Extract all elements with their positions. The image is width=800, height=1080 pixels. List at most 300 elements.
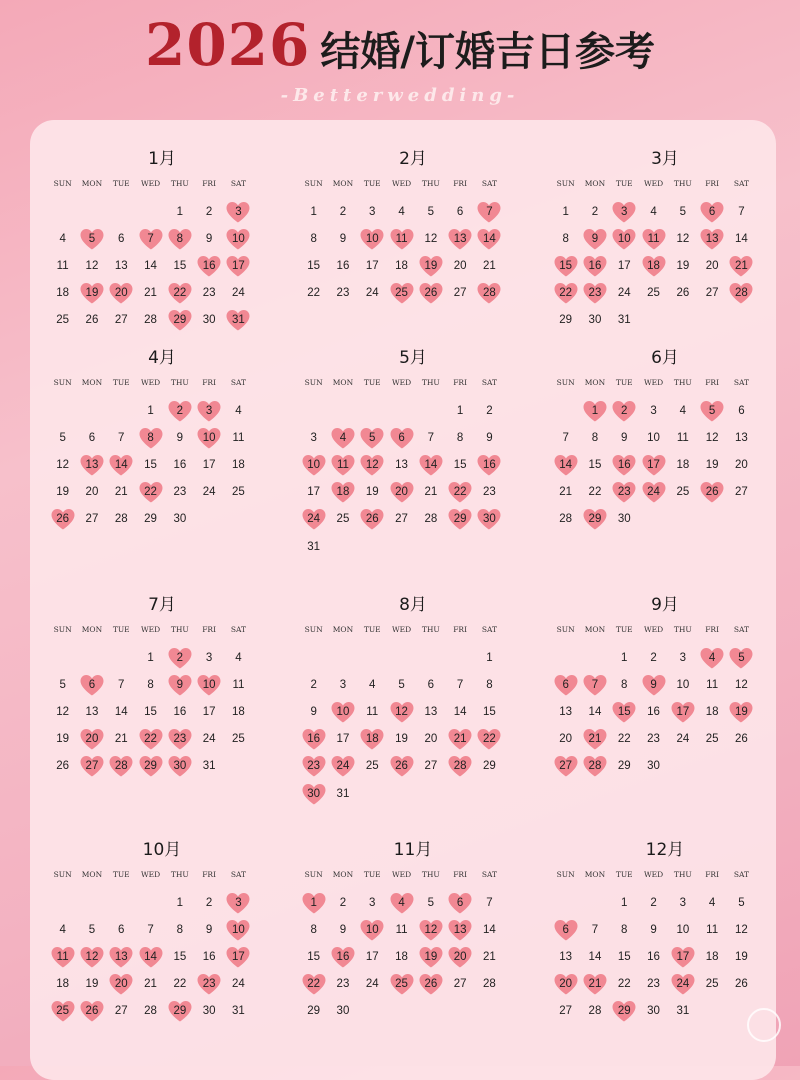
- lucky-day: [358, 506, 387, 533]
- day-number: 5: [738, 896, 745, 909]
- day-number: 3: [369, 896, 376, 909]
- day: [48, 307, 77, 334]
- lucky-day: [697, 225, 726, 252]
- day-number: 30: [647, 1005, 660, 1018]
- weekday-label: FRI: [202, 179, 217, 188]
- day: [48, 424, 77, 451]
- day-number: 1: [176, 205, 184, 218]
- lucky-day: [475, 198, 504, 225]
- day: [639, 644, 668, 671]
- day-number: 11: [647, 232, 660, 245]
- day-number: 30: [617, 513, 631, 526]
- day-number: 20: [85, 733, 99, 746]
- day-number: 2: [205, 205, 213, 218]
- day-number: 4: [650, 205, 657, 218]
- day-number: 1: [310, 896, 317, 909]
- day-number: 12: [56, 705, 70, 718]
- day-number: 4: [59, 232, 66, 245]
- lucky-day: [551, 252, 580, 279]
- day: [445, 280, 474, 307]
- day: [610, 644, 639, 671]
- day: [610, 506, 639, 533]
- day: [299, 479, 328, 506]
- lucky-day: [107, 971, 136, 998]
- day-number: 29: [559, 314, 573, 327]
- day-number: 22: [307, 978, 321, 991]
- day-number: 12: [424, 232, 438, 245]
- day-number: 21: [114, 486, 128, 499]
- month-title: 1月: [148, 149, 176, 169]
- day: [358, 698, 387, 725]
- day-number: 22: [144, 733, 157, 746]
- day: [639, 998, 668, 1025]
- day: [610, 943, 639, 970]
- day: [697, 252, 726, 279]
- day: [639, 916, 668, 943]
- day-number: 23: [647, 978, 660, 991]
- day-number: 28: [114, 513, 128, 526]
- day-number: 17: [365, 950, 379, 963]
- day: [136, 698, 165, 725]
- weekday-label: SAT: [733, 378, 749, 387]
- weekday-header: [551, 867, 779, 883]
- day-number: 7: [738, 205, 745, 218]
- day-number: 22: [559, 287, 573, 300]
- day: [727, 889, 756, 916]
- day-number: 23: [588, 287, 602, 300]
- day-number: 18: [56, 978, 70, 991]
- day-number: 2: [176, 404, 184, 417]
- day-number: 24: [202, 486, 216, 499]
- lucky-day: [387, 424, 416, 451]
- day-number: 10: [307, 458, 321, 471]
- day-number: 15: [307, 950, 321, 963]
- day-number: 28: [144, 1005, 157, 1018]
- day-number: 1: [176, 896, 184, 909]
- day-number: 9: [205, 923, 213, 936]
- day-number: 28: [483, 978, 496, 991]
- lucky-day: [727, 252, 756, 279]
- day-number: 5: [738, 651, 745, 664]
- day-number: 26: [395, 760, 408, 773]
- day: [445, 252, 474, 279]
- day-number: 7: [118, 431, 125, 444]
- day-number: 21: [559, 486, 573, 499]
- lucky-day: [328, 451, 357, 478]
- day: [475, 943, 504, 970]
- day-number: 21: [588, 978, 602, 991]
- weekday-label: THU: [421, 179, 440, 188]
- day-number: 30: [647, 760, 660, 773]
- weekday-label: FRI: [202, 625, 217, 634]
- day-number: 21: [424, 486, 438, 499]
- day-number: 21: [453, 733, 467, 746]
- day-number: 14: [483, 232, 496, 245]
- day-number: 25: [647, 287, 660, 300]
- weekday-label: SUN: [53, 870, 72, 879]
- day-number: 24: [232, 978, 245, 991]
- lucky-day: [387, 971, 416, 998]
- day: [668, 671, 697, 698]
- day: [610, 726, 639, 753]
- day-number: 31: [617, 314, 631, 327]
- day: [48, 753, 77, 780]
- day-number: 5: [59, 678, 66, 691]
- day-number: 28: [559, 513, 573, 526]
- day-number: 7: [456, 678, 464, 691]
- weekday-label: MON: [81, 625, 103, 634]
- weekday-header: [48, 867, 276, 883]
- day-number: 14: [114, 458, 128, 471]
- day: [697, 889, 726, 916]
- day: [165, 971, 194, 998]
- lucky-day: [580, 671, 609, 698]
- day-grid: [551, 198, 779, 334]
- day-number: 14: [453, 705, 467, 718]
- day-number: 4: [398, 896, 405, 909]
- day: [358, 889, 387, 916]
- day: [194, 753, 223, 780]
- month-12: [551, 837, 779, 1025]
- day-number: 6: [738, 404, 745, 417]
- day: [107, 998, 136, 1025]
- day-number: 13: [453, 923, 467, 936]
- lucky-day: [299, 451, 328, 478]
- weekday-header: [551, 375, 779, 391]
- day-number: 9: [310, 705, 317, 718]
- day-number: 20: [705, 259, 719, 272]
- lucky-day: [387, 479, 416, 506]
- weekday-label: SAT: [230, 870, 246, 879]
- day-number: 12: [735, 923, 748, 936]
- weekday-label: WED: [643, 378, 664, 387]
- weekday-label: SAT: [481, 625, 497, 634]
- day-number: 1: [562, 205, 569, 218]
- day: [475, 397, 504, 424]
- day: [77, 252, 106, 279]
- day-number: 23: [617, 486, 631, 499]
- day-number: 8: [456, 431, 464, 444]
- day: [107, 252, 136, 279]
- day-number: 19: [735, 950, 748, 963]
- lucky-day: [445, 726, 474, 753]
- day-number: 29: [173, 314, 187, 327]
- day-number: 25: [395, 287, 408, 300]
- weekday-label: MON: [332, 870, 354, 879]
- day-number: 27: [705, 287, 719, 300]
- day: [136, 998, 165, 1025]
- weekday-label: SAT: [733, 625, 749, 634]
- day-number: 16: [202, 950, 216, 963]
- day: [358, 252, 387, 279]
- day: [77, 506, 106, 533]
- day: [475, 916, 504, 943]
- day-number: 11: [706, 678, 719, 691]
- lucky-day: [551, 671, 580, 698]
- day-number: 12: [705, 431, 719, 444]
- day: [668, 424, 697, 451]
- day-number: 23: [483, 486, 496, 499]
- day: [136, 971, 165, 998]
- lucky-day: [136, 753, 165, 780]
- lucky-day: [48, 943, 77, 970]
- day-number: 31: [336, 787, 350, 800]
- day-number: 15: [483, 705, 496, 718]
- day: [328, 726, 357, 753]
- day: [165, 916, 194, 943]
- lucky-day: [224, 943, 253, 970]
- day-number: 13: [559, 705, 573, 718]
- day: [416, 753, 445, 780]
- weekday-label: THU: [170, 179, 189, 188]
- day-number: 16: [307, 733, 321, 746]
- day: [328, 998, 357, 1025]
- day-number: 15: [144, 705, 157, 718]
- lucky-day: [639, 252, 668, 279]
- day-number: 24: [676, 733, 690, 746]
- weekday-label: WED: [140, 179, 161, 188]
- day-number: 17: [647, 458, 660, 471]
- day-number: 29: [588, 513, 602, 526]
- lucky-day: [697, 479, 726, 506]
- day-number: 24: [617, 287, 631, 300]
- lucky-day: [328, 753, 357, 780]
- day-number: 5: [369, 431, 376, 444]
- lucky-day: [551, 971, 580, 998]
- day-number: 8: [562, 232, 569, 245]
- day: [136, 280, 165, 307]
- month-10: [48, 837, 276, 1025]
- day-number: 5: [59, 431, 66, 444]
- day-number: 2: [591, 205, 599, 218]
- day-number: 2: [339, 896, 347, 909]
- lucky-day: [358, 424, 387, 451]
- day: [475, 479, 504, 506]
- day-number: 8: [486, 678, 493, 691]
- weekday-header: [551, 176, 779, 192]
- day: [639, 726, 668, 753]
- day: [107, 726, 136, 753]
- day-number: 18: [232, 458, 245, 471]
- lucky-day: [224, 916, 253, 943]
- day: [639, 198, 668, 225]
- weekday-label: SUN: [53, 179, 72, 188]
- day-number: 9: [176, 678, 184, 691]
- header: [0, 11, 800, 106]
- day-number: 14: [588, 950, 602, 963]
- day-number: 26: [85, 314, 99, 327]
- weekday-label: WED: [140, 378, 161, 387]
- day: [165, 889, 194, 916]
- day: [358, 753, 387, 780]
- month-1: [48, 146, 276, 334]
- day-number: 29: [617, 1005, 631, 1018]
- weekday-label: TUE: [363, 378, 381, 387]
- day-number: 19: [365, 486, 379, 499]
- lucky-day: [387, 280, 416, 307]
- day: [48, 225, 77, 252]
- weekday-label: FRI: [705, 179, 720, 188]
- day: [475, 698, 504, 725]
- day-number: 23: [173, 733, 187, 746]
- lucky-day: [194, 252, 223, 279]
- day-number: 8: [176, 923, 184, 936]
- day: [639, 943, 668, 970]
- day-number: 28: [114, 760, 128, 773]
- lucky-day: [551, 916, 580, 943]
- lucky-day: [580, 252, 609, 279]
- day-number: 17: [676, 705, 690, 718]
- day-number: 25: [336, 513, 350, 526]
- day: [136, 506, 165, 533]
- day-number: 3: [679, 896, 687, 909]
- day-number: 4: [398, 205, 405, 218]
- weekday-label: TUE: [363, 179, 381, 188]
- day-number: 17: [202, 458, 216, 471]
- day: [107, 225, 136, 252]
- month-title: 4月: [148, 348, 176, 368]
- day-number: 18: [395, 259, 408, 272]
- lucky-day: [551, 280, 580, 307]
- day-number: 24: [676, 978, 690, 991]
- weekday-header: [299, 867, 527, 883]
- day-number: 26: [676, 287, 690, 300]
- day: [299, 698, 328, 725]
- day-number: 26: [735, 978, 748, 991]
- month-title: 6月: [651, 348, 679, 368]
- day: [580, 943, 609, 970]
- day-number: 22: [173, 287, 187, 300]
- day-number: 31: [232, 1005, 245, 1018]
- weekday-label: FRI: [705, 378, 720, 387]
- day: [165, 943, 194, 970]
- day-number: 17: [365, 259, 379, 272]
- day: [668, 280, 697, 307]
- lucky-day: [445, 479, 474, 506]
- day-number: 7: [591, 923, 599, 936]
- month-2: [299, 146, 527, 307]
- day-number: 9: [650, 678, 657, 691]
- lucky-day: [77, 280, 106, 307]
- day-number: 21: [144, 287, 157, 300]
- day: [194, 644, 223, 671]
- day: [475, 753, 504, 780]
- weekday-header: [299, 375, 527, 391]
- day: [328, 916, 357, 943]
- day-number: 14: [735, 232, 748, 245]
- calendar-card: [30, 120, 776, 1080]
- day: [668, 644, 697, 671]
- day-number: 12: [395, 705, 408, 718]
- day-number: 31: [202, 760, 216, 773]
- lucky-day: [387, 225, 416, 252]
- day: [416, 698, 445, 725]
- weekday-label: MON: [332, 625, 354, 634]
- lucky-day: [610, 451, 639, 478]
- day: [107, 307, 136, 334]
- lucky-day: [358, 726, 387, 753]
- day-number: 3: [205, 651, 213, 664]
- weekday-label: SUN: [304, 378, 323, 387]
- day-number: 30: [202, 1005, 216, 1018]
- day-number: 1: [591, 404, 599, 417]
- day-number: 5: [88, 232, 96, 245]
- weekday-label: TUE: [363, 625, 381, 634]
- weekday-label: WED: [391, 179, 412, 188]
- day-number: 6: [562, 923, 569, 936]
- day-number: 7: [486, 896, 493, 909]
- day-number: 15: [173, 950, 187, 963]
- day: [668, 479, 697, 506]
- day-number: 26: [85, 1005, 99, 1018]
- day-number: 27: [559, 1005, 573, 1018]
- day: [610, 753, 639, 780]
- day-number: 27: [114, 314, 128, 327]
- day: [610, 280, 639, 307]
- lucky-day: [610, 998, 639, 1025]
- day-number: 13: [114, 259, 128, 272]
- day: [387, 916, 416, 943]
- day-number: 27: [85, 760, 99, 773]
- day-number: 18: [395, 950, 408, 963]
- weekday-label: SUN: [556, 870, 575, 879]
- day-number: 13: [85, 705, 99, 718]
- lucky-day: [580, 397, 609, 424]
- day: [551, 998, 580, 1025]
- weekday-label: TUE: [112, 179, 130, 188]
- day-number: 20: [85, 486, 99, 499]
- day-number: 24: [365, 287, 379, 300]
- day-number: 13: [424, 705, 438, 718]
- title-line: [0, 11, 800, 83]
- day-number: 20: [453, 950, 467, 963]
- day: [328, 506, 357, 533]
- day-number: 21: [483, 950, 496, 963]
- day: [727, 479, 756, 506]
- day-number: 14: [144, 950, 157, 963]
- day-number: 17: [307, 486, 321, 499]
- lucky-day: [416, 280, 445, 307]
- day-number: 11: [232, 678, 245, 691]
- day: [358, 943, 387, 970]
- day: [639, 698, 668, 725]
- lucky-day: [165, 671, 194, 698]
- month-11: [299, 837, 527, 1025]
- day: [136, 252, 165, 279]
- day-number: 1: [147, 651, 154, 664]
- day-number: 2: [621, 404, 628, 417]
- day: [610, 916, 639, 943]
- lucky-day: [328, 424, 357, 451]
- day-grid: [299, 397, 527, 560]
- day-number: 2: [650, 896, 657, 909]
- month-5: [299, 345, 527, 560]
- day-number: 5: [427, 896, 435, 909]
- day: [299, 225, 328, 252]
- day: [194, 889, 223, 916]
- day: [610, 889, 639, 916]
- day: [194, 698, 223, 725]
- day: [299, 198, 328, 225]
- day: [551, 698, 580, 725]
- day-number: 20: [735, 458, 748, 471]
- day-number: 22: [144, 486, 157, 499]
- weekday-label: SUN: [53, 625, 72, 634]
- day-number: 24: [365, 978, 379, 991]
- day-number: 30: [202, 314, 216, 327]
- lucky-day: [639, 225, 668, 252]
- weekday-label: FRI: [705, 870, 720, 879]
